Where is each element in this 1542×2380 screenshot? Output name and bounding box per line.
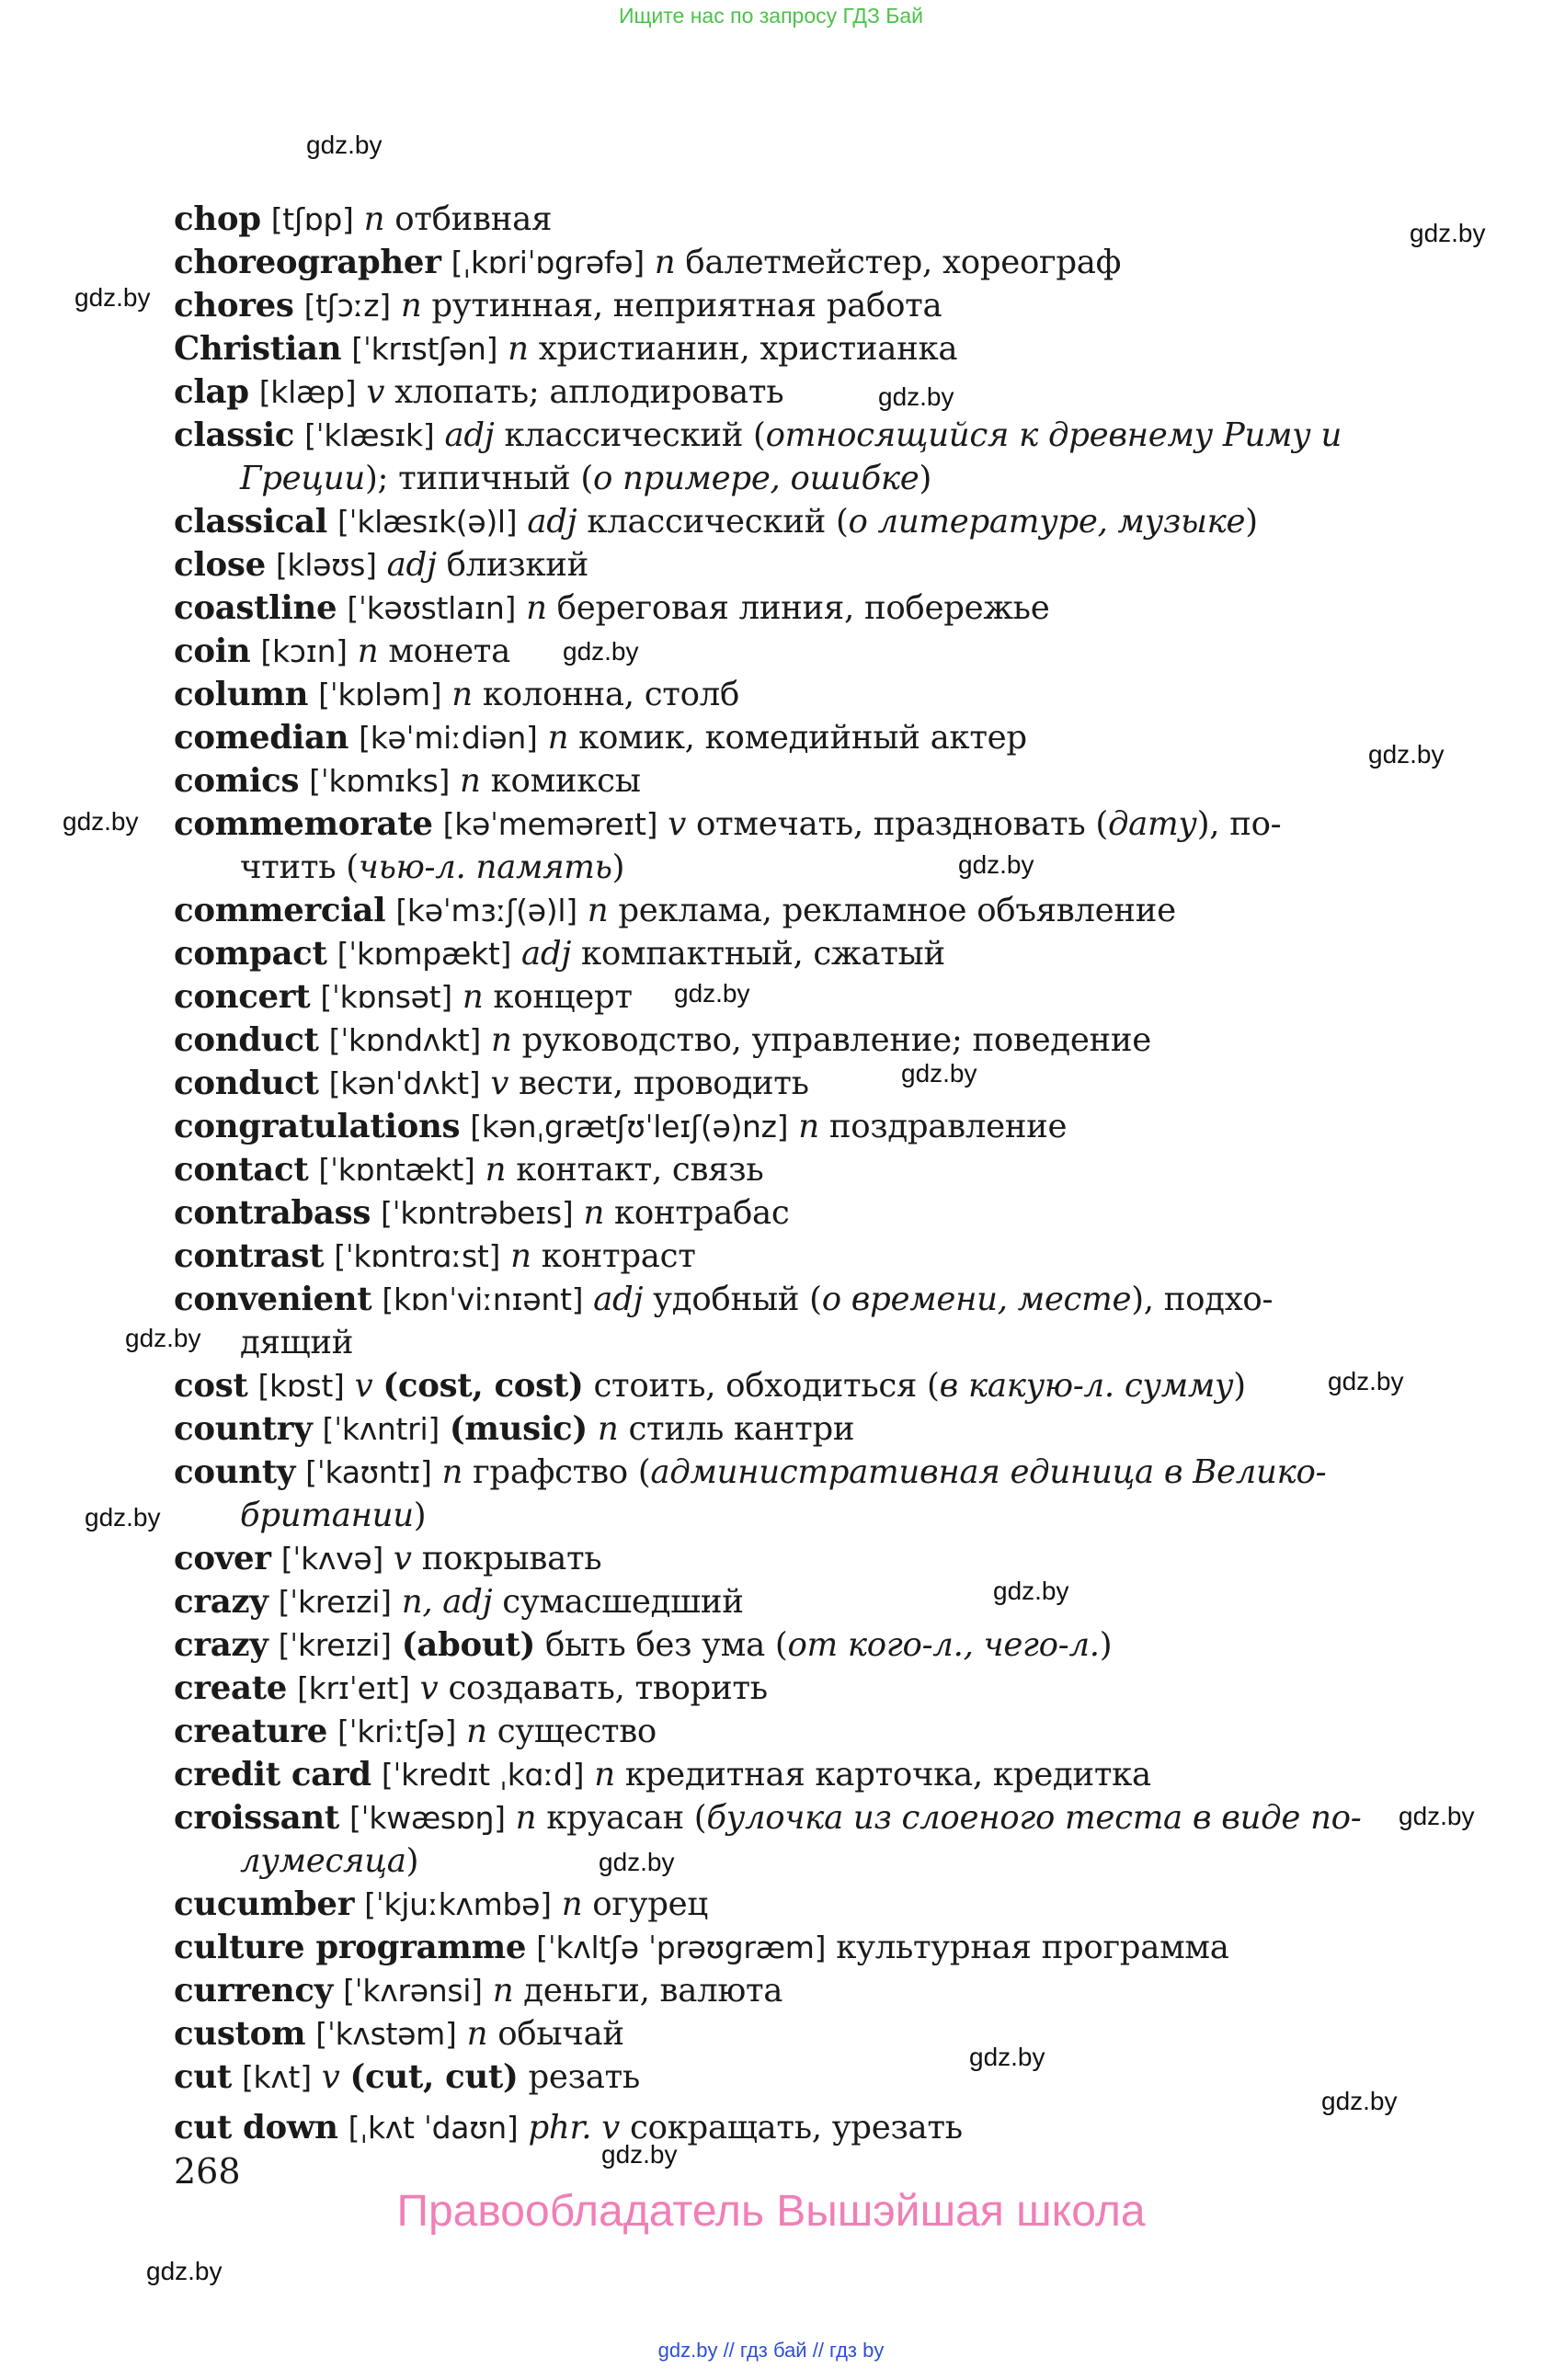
headword: congratulations	[174, 1108, 461, 1145]
part-of-speech: n	[510, 1237, 531, 1275]
page-number: 268	[174, 2151, 241, 2192]
headword: crazy	[174, 1583, 268, 1621]
headword: coastline	[174, 589, 337, 627]
headword: currency	[174, 1972, 334, 2010]
part-of-speech: n	[492, 1972, 514, 2010]
headword: contrabass	[174, 1194, 371, 1232]
definition: )	[611, 848, 625, 886]
headword: county	[174, 1453, 296, 1491]
dictionary-entry	[174, 716, 1406, 759]
definition: близкий	[446, 546, 589, 584]
definition: огурец	[592, 1885, 708, 1923]
dictionary-entry	[174, 1148, 1406, 1191]
word-addition: (about)	[401, 1626, 535, 1664]
dictionary-entry	[174, 543, 1406, 586]
definition: классический (	[587, 503, 849, 541]
transcription: [kəˈmɜːʃ(ə)l]	[395, 893, 577, 928]
headword: commercial	[174, 892, 386, 929]
headword: chop	[174, 200, 261, 238]
dictionary-entry	[174, 673, 1406, 716]
dictionary-entry	[174, 284, 1406, 327]
definition-note: о литературе, музыке	[848, 503, 1246, 541]
definition-note: чью-л. память	[358, 848, 612, 886]
definition: комиксы	[490, 762, 641, 800]
definition: отмечать, праздновать (	[695, 805, 1108, 843]
watermark: gdz.by	[125, 1324, 201, 1352]
part-of-speech: v	[366, 373, 385, 411]
watermark: gdz.by	[1399, 1802, 1475, 1830]
transcription: [ˈkʌstəm]	[315, 2016, 457, 2052]
definition: покрывать	[421, 1540, 602, 1577]
dictionary-entry	[174, 1105, 1406, 1148]
dictionary-entry	[174, 1969, 1406, 2012]
definition: резать	[528, 2058, 640, 2096]
headword: conduct	[174, 1065, 319, 1102]
transcription: [kləʊs]	[275, 547, 377, 583]
transcription: [ˈkɒləm]	[318, 677, 442, 712]
transcription: [tʃɔːz]	[303, 288, 391, 324]
transcription: [ˈklæsɪk]	[304, 417, 435, 453]
headword: custom	[174, 2015, 306, 2053]
headword: country	[174, 1410, 313, 1448]
definition-note: дату	[1107, 805, 1197, 843]
transcription: [ˈkriːtʃə]	[337, 1714, 457, 1749]
watermark: gdz.by	[1328, 1367, 1404, 1395]
watermark: gdz.by	[146, 2257, 223, 2285]
watermark: gdz.by	[993, 1577, 1069, 1605]
transcription: [kɔɪn]	[260, 633, 348, 669]
dictionary-entry	[174, 759, 1406, 803]
part-of-speech: adj	[593, 1281, 644, 1318]
part-of-speech: n	[547, 719, 569, 757]
part-of-speech: n	[508, 330, 529, 368]
headword: column	[174, 676, 309, 713]
part-of-speech: v	[419, 1669, 439, 1707]
part-of-speech: v	[668, 805, 686, 843]
dictionary-entry	[174, 1926, 1406, 1969]
dictionary-entry	[174, 1191, 1406, 1235]
headword: croissant	[174, 1799, 339, 1837]
headword: creature	[174, 1713, 328, 1750]
part-of-speech: n	[594, 1756, 615, 1794]
watermark: gdz.by	[599, 1848, 675, 1876]
transcription: [ˈkɒnsət]	[320, 979, 452, 1015]
watermark: gdz.by	[1321, 2087, 1398, 2115]
watermark: gdz.by	[878, 382, 954, 411]
headword: comics	[174, 762, 300, 800]
part-of-speech: n	[515, 1799, 537, 1837]
watermark: gdz.by	[969, 2043, 1045, 2071]
transcription: [ˈkɒndʌkt]	[328, 1022, 481, 1058]
definition: хлопать; аплодировать	[394, 373, 784, 411]
headword: convenient	[174, 1281, 372, 1318]
watermark: gdz.by	[901, 1059, 977, 1088]
part-of-speech: adj	[386, 546, 437, 584]
headword: cover	[174, 1540, 271, 1577]
definition: дящий	[240, 1324, 354, 1361]
definition: колонна, столб	[482, 676, 740, 713]
headword: choreographer	[174, 244, 441, 281]
headword: concert	[174, 978, 311, 1016]
definition-note: Греции	[240, 460, 365, 497]
headword: credit card	[174, 1756, 371, 1794]
definition: существо	[497, 1713, 657, 1750]
dictionary-entry	[174, 803, 1406, 889]
dictionary-entry	[174, 1407, 1406, 1451]
dictionary-entry	[174, 2012, 1406, 2055]
part-of-speech: n, adj	[401, 1583, 493, 1621]
dictionary-entry	[174, 1623, 1406, 1667]
headword: commemorate	[174, 805, 433, 843]
definition: сокращать, урезать	[629, 2109, 963, 2147]
dictionary-entry	[174, 370, 1406, 414]
definition: реклама, рекламное объявление	[618, 892, 1176, 929]
headword: classic	[174, 416, 295, 454]
definition: ); типичный (	[364, 460, 593, 497]
headword: Christian	[174, 330, 342, 368]
transcription: [ˈklæsɪk(ə)l]	[337, 504, 518, 540]
part-of-speech: n	[561, 1885, 583, 1923]
part-of-speech: adj	[444, 416, 495, 454]
transcription: [kənˌgrætʃʊˈleɪʃ(ə)nz]	[470, 1109, 789, 1144]
dictionary-entry	[174, 500, 1406, 543]
definition: рутинная, неприятная работа	[431, 287, 942, 325]
part-of-speech: v	[393, 1540, 412, 1577]
headword: close	[174, 546, 266, 584]
dictionary-entry	[174, 1235, 1406, 1278]
dictionary-entry	[174, 1883, 1406, 1926]
headword: compact	[174, 935, 327, 973]
dictionary-entry	[174, 586, 1406, 630]
transcription: [kənˈdʌkt]	[328, 1065, 481, 1101]
dictionary-entry	[174, 1278, 1406, 1364]
dictionary-entry	[174, 414, 1406, 500]
transcription: [ˈkʌrənsi]	[343, 1973, 483, 2009]
part-of-speech: phr. v	[528, 2109, 620, 2147]
copyright-owner: Правообладатель Вышэйшая школа	[396, 2187, 1146, 2236]
dictionary-entry	[174, 1667, 1406, 1710]
definition: ), подхо-	[1131, 1281, 1274, 1318]
transcription: [ˈkaʊntɪ]	[305, 1454, 432, 1490]
transcription: [kɒnˈviːnɪənt]	[382, 1281, 584, 1317]
definition-note: о времени, месте	[821, 1281, 1132, 1318]
dictionary-entry	[174, 2106, 1406, 2149]
definition: )	[919, 460, 931, 497]
definition: кредитная карточка, кредитка	[624, 1756, 1151, 1794]
transcription: [ˌkɒriˈɒgrəfə]	[451, 245, 645, 280]
dictionary-entry	[174, 2055, 1406, 2099]
part-of-speech: n	[587, 892, 609, 929]
part-of-speech: n	[466, 1713, 487, 1750]
part-of-speech: n	[490, 1021, 512, 1059]
headword: clap	[174, 373, 249, 411]
dictionary-entry	[174, 1796, 1406, 1883]
definition-note: в какую-л. сумму	[939, 1367, 1234, 1405]
watermark: gdz.by	[74, 283, 151, 312]
part-of-speech: n	[441, 1453, 463, 1491]
definition: поздравление	[828, 1108, 1068, 1145]
part-of-speech: adj	[527, 503, 577, 541]
definition: отбивная	[394, 200, 553, 238]
transcription: [kəˈmeməreɪt]	[442, 806, 658, 842]
dictionary-entry	[174, 1753, 1406, 1796]
definition: контраст	[541, 1237, 696, 1275]
watermark: gdz.by	[1410, 219, 1486, 247]
transcription: [ˈkɒmɪks]	[309, 763, 451, 799]
transcription: [krɪˈeɪt]	[297, 1670, 410, 1706]
definition: создавать, творить	[448, 1669, 768, 1707]
headword: culture programme	[174, 1929, 527, 1966]
dictionary-entry	[174, 932, 1406, 975]
dictionary-entry	[174, 630, 1406, 673]
headword: cut	[174, 2058, 232, 2096]
definition: графство (	[473, 1453, 651, 1491]
verb-forms: (cost, cost)	[383, 1367, 584, 1405]
definition: балетмейстер, хореограф	[685, 244, 1122, 281]
dictionary-entry	[174, 327, 1406, 370]
definition: ), по-	[1196, 805, 1282, 843]
transcription: [ˈkɒmpækt]	[337, 936, 512, 972]
headword: contact	[174, 1151, 309, 1189]
definition-note: булочка из слоеного теста в виде по-	[706, 1799, 1362, 1837]
dictionary-entry	[174, 241, 1406, 284]
definition: монета	[388, 632, 511, 670]
definition: обычай	[497, 2015, 624, 2053]
part-of-speech: n	[400, 287, 422, 325]
definition: концерт	[493, 978, 633, 1016]
top-banner: Ищите нас по запросу ГДЗ Бай	[618, 4, 924, 28]
headword: contrast	[174, 1237, 325, 1275]
definition: сумасшедший	[502, 1583, 744, 1621]
dictionary-entry	[174, 198, 1406, 241]
transcription: [ˈkreɪzi]	[278, 1584, 392, 1620]
watermark: gdz.by	[63, 807, 139, 836]
verb-forms: (cut, cut)	[349, 2058, 519, 2096]
definition-note: лумесяца	[240, 1842, 406, 1880]
dictionary-entry	[174, 1710, 1406, 1753]
definition-note: административная единица в Велико-	[650, 1453, 1327, 1491]
definition: контакт, связь	[516, 1151, 764, 1189]
transcription: [tʃɒp]	[270, 201, 354, 237]
dictionary-entry	[174, 889, 1406, 932]
transcription: [klæp]	[258, 374, 357, 410]
part-of-speech: v	[354, 1367, 373, 1405]
transcription: [ˈkredɪt ˌkɑːd]	[381, 1757, 585, 1793]
part-of-speech: n	[798, 1108, 819, 1145]
transcription: [ˈkreɪzi]	[278, 1627, 392, 1663]
transcription: [ˈkɒntækt]	[318, 1152, 475, 1188]
word-addition: (music)	[449, 1410, 588, 1448]
watermark: gdz.by	[563, 637, 639, 666]
definition: вести, проводить	[519, 1065, 809, 1102]
headword: crazy	[174, 1626, 268, 1664]
definition: )	[1245, 503, 1258, 541]
watermark: gdz.by	[601, 2140, 678, 2169]
definition: стиль кантри	[628, 1410, 855, 1448]
transcription: [ˈkʌvə]	[280, 1541, 383, 1577]
headword: create	[174, 1669, 288, 1707]
part-of-speech: n	[466, 2015, 488, 2053]
dictionary-entry	[174, 1451, 1406, 1537]
definition: компактный, сжатый	[581, 935, 945, 973]
dictionary-entry	[174, 975, 1406, 1019]
part-of-speech: n	[485, 1151, 507, 1189]
definition: культурная программа	[836, 1929, 1229, 1966]
part-of-speech: n	[597, 1410, 619, 1448]
headword: chores	[174, 287, 294, 325]
watermark: gdz.by	[306, 131, 383, 159]
transcription: [ˈkʌntri]	[322, 1411, 440, 1447]
watermark: gdz.by	[85, 1503, 161, 1532]
headword: coin	[174, 632, 251, 670]
dictionary-entries	[174, 198, 1406, 2149]
definition: )	[405, 1842, 419, 1880]
transcription: [kəˈmiːdiən]	[359, 720, 538, 756]
headword: conduct	[174, 1021, 319, 1059]
headword: cost	[174, 1367, 248, 1405]
transcription: [kɒst]	[257, 1368, 345, 1404]
transcription: [ˈkʌltʃə ˈprəʊgræm]	[536, 1930, 827, 1965]
dictionary-entry	[174, 1580, 1406, 1623]
definition: )	[413, 1497, 427, 1534]
part-of-speech: n	[357, 632, 379, 670]
definition: руководство, управление; поведение	[521, 1021, 1151, 1059]
definition: классический (	[504, 416, 766, 454]
transcription: [ˌkʌt ˈdaʊn]	[348, 2110, 519, 2146]
part-of-speech: adj	[521, 935, 572, 973]
headword: cut down	[174, 2109, 338, 2147]
definition: удобный (	[653, 1281, 822, 1318]
part-of-speech: n	[462, 978, 484, 1016]
definition: )	[1233, 1367, 1246, 1405]
watermark: gdz.by	[674, 979, 750, 1008]
part-of-speech: n	[451, 676, 473, 713]
definition: комик, комедийный актер	[578, 719, 1027, 757]
definition: стоить, обходиться (	[593, 1367, 940, 1405]
transcription: [ˈkrɪstʃən]	[351, 331, 498, 367]
transcription: [ˈkjuːkʌmbə]	[364, 1886, 552, 1922]
dictionary-entry	[174, 1062, 1406, 1105]
part-of-speech: n	[526, 589, 547, 627]
definition-note: о примере, ошибке	[592, 460, 919, 497]
part-of-speech: n	[583, 1194, 605, 1232]
definition: деньги, валюта	[523, 1972, 783, 2010]
headword: classical	[174, 503, 327, 541]
transcription: [ˈkəʊstlaɪn]	[347, 590, 517, 626]
definition: )	[1099, 1626, 1113, 1664]
transcription: [kʌt]	[241, 2059, 312, 2095]
definition: чтить (	[240, 848, 359, 886]
definition: контрабас	[614, 1194, 790, 1232]
watermark: gdz.by	[958, 850, 1034, 879]
definition-note: от кого-л., чего-л.	[787, 1626, 1100, 1664]
dictionary-entry	[174, 1537, 1406, 1580]
transcription: [ˈkɒntrəbeɪs]	[381, 1195, 574, 1231]
headword: cucumber	[174, 1885, 355, 1923]
transcription: [ˈkwæsɒŋ]	[348, 1800, 506, 1836]
definition-note: относящийся к древнему Риму и	[765, 416, 1342, 454]
part-of-speech: n	[654, 244, 676, 281]
watermark: gdz.by	[1368, 740, 1445, 769]
definition: быть без ума (	[544, 1626, 788, 1664]
part-of-speech: v	[321, 2058, 340, 2096]
part-of-speech: v	[490, 1065, 509, 1102]
definition: береговая линия, побережье	[556, 589, 1050, 627]
transcription: [ˈkɒntrɑːst]	[334, 1238, 501, 1274]
part-of-speech: n	[363, 200, 385, 238]
dictionary-entry	[174, 1364, 1406, 1407]
definition: круасан (	[546, 1799, 707, 1837]
definition: христианин, христианка	[538, 330, 958, 368]
part-of-speech: n	[460, 762, 481, 800]
definition-note: британии	[240, 1497, 414, 1534]
headword: comedian	[174, 719, 349, 757]
dictionary-entry	[174, 1019, 1406, 1062]
footer-links: gdz.by // гдз бай // гдз by	[657, 2339, 885, 2362]
